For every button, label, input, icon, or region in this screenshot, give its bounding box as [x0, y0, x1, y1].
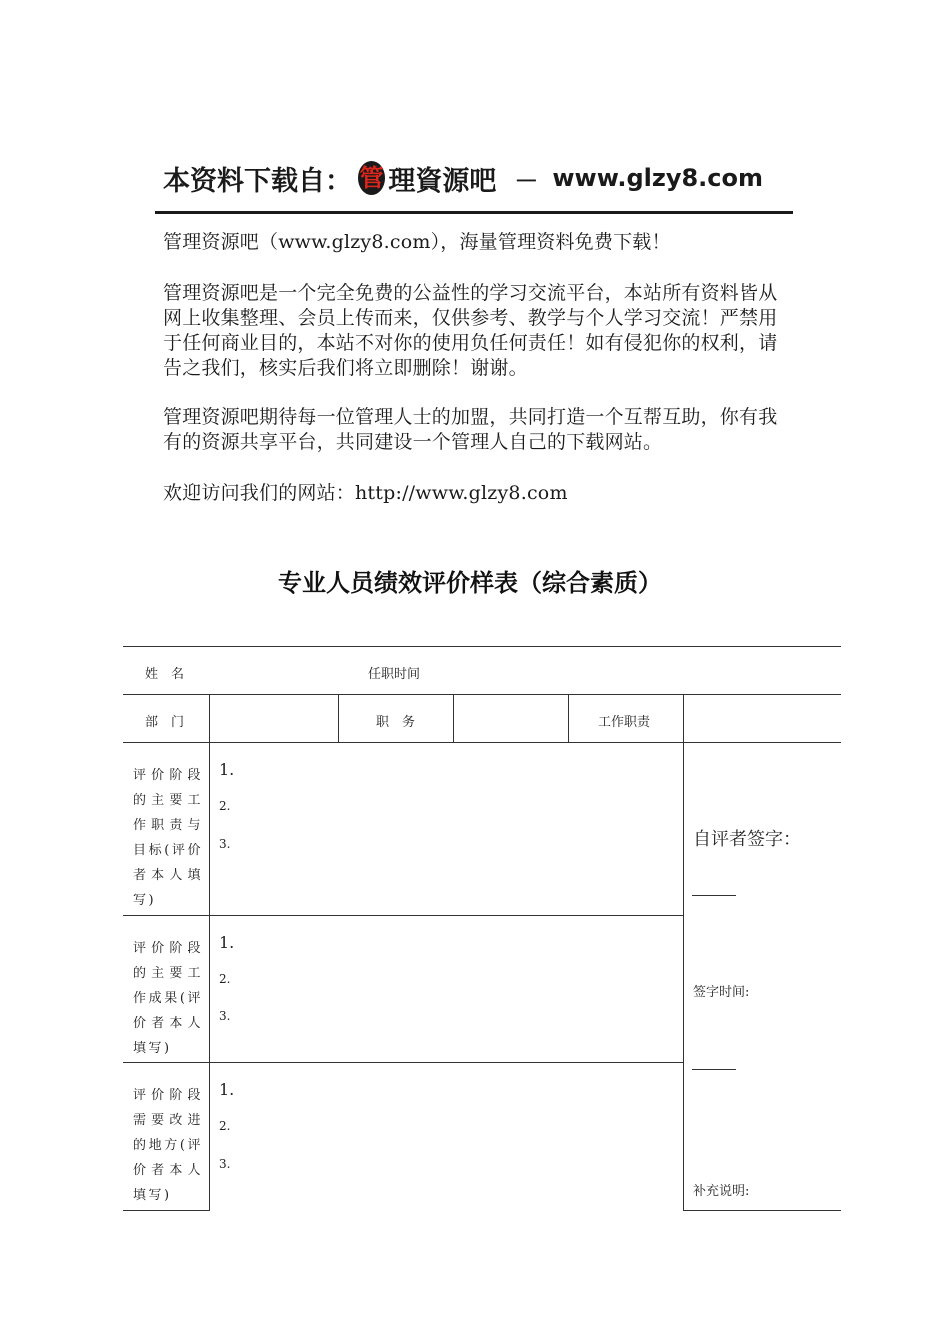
sign-time-line[interactable] [692, 1069, 736, 1070]
section-duties-label: 评价阶段的主要工作职责与目标(评价者本人填写) [133, 768, 203, 908]
intro-paragraph-invite [163, 405, 793, 455]
table-col-divider [568, 694, 569, 742]
signature-line[interactable] [692, 895, 736, 896]
banner-divider [155, 211, 793, 214]
table-row-divider [123, 1062, 683, 1063]
duties-item-2: 2. [219, 799, 231, 813]
self-signature-label: 自评者签字： [693, 829, 801, 850]
improvements-item-3: 3. [219, 1157, 231, 1171]
achievements-item-3: 3. [219, 1009, 231, 1023]
table-border-top [123, 646, 841, 647]
table-row-divider [123, 915, 683, 916]
banner-site-name: 理資源吧 [388, 165, 497, 197]
banner-prefix: 本资料下载自： [163, 165, 352, 197]
duty-label: 工作职责 [598, 715, 651, 730]
achievements-item-2: 2. [219, 972, 231, 986]
achievements-item-1: 1. [219, 933, 235, 952]
supplement-label: 补充说明: [693, 1184, 750, 1199]
table-col-divider [683, 694, 684, 1211]
name-label: 姓 名 [145, 667, 185, 682]
page-title: 专业人员绩效评价样表（综合素质） [278, 568, 662, 597]
intro-text-3: 管理资源吧期待每一位管理人士的加盟，共同打造一个互帮互助，你有我有的资源共享平台，共同建设一个管理人自己的下载网站。 [163, 406, 778, 453]
improvements-item-1: 1. [219, 1080, 235, 1099]
section-achievements-label: 评价阶段的主要工作成果(评价者本人填写) [133, 941, 203, 1056]
site-banner [163, 152, 763, 204]
intro-line [163, 230, 793, 255]
intro-text-1: 管理资源吧（www.glzy8.com），海量管理资料免费下载！ [163, 231, 671, 253]
section-improvements-label: 评价阶段需要改进的地方(评价者本人填写) [133, 1088, 203, 1203]
sign-time-label: 签字时间: [693, 985, 750, 1000]
duties-item-3: 3. [219, 837, 231, 851]
intro-paragraph-disclaimer [163, 281, 793, 381]
table-col-divider [453, 694, 454, 742]
evaluation-form [123, 646, 841, 1211]
table-row-divider [123, 694, 841, 695]
banner-separator: － [514, 166, 539, 195]
position-label: 职 务 [376, 715, 416, 730]
department-label: 部 门 [145, 715, 185, 730]
intro-text-4[interactable]: 欢迎访问我们的网站：http://www.glzy8.com [163, 482, 568, 504]
table-border-bottom [123, 1210, 209, 1211]
tenure-label: 任职时间 [368, 667, 421, 682]
table-border-bottom [683, 1210, 841, 1211]
table-col-divider [338, 694, 339, 742]
table-row-divider [123, 742, 841, 743]
logo-char: 管 [359, 164, 384, 192]
intro-paragraph-visit [163, 481, 793, 506]
improvements-item-2: 2. [219, 1119, 231, 1133]
duties-item-1: 1. [219, 760, 235, 779]
site-logo-icon [358, 161, 385, 195]
table-col-divider [209, 694, 210, 1211]
intro-text-2: 管理资源吧是一个完全免费的公益性的学习交流平台，本站所有资料皆从网上收集整理、会员上传而来，仅供参考、教学与个人学习交流！严禁用于任何商业目的，本站不对你的使用负任何责任！如有侵犯你的权利，请告之我们，核实后我们将立即删除！谢谢。 [163, 282, 778, 379]
banner-url[interactable]: www.glzy8.com [552, 164, 763, 192]
